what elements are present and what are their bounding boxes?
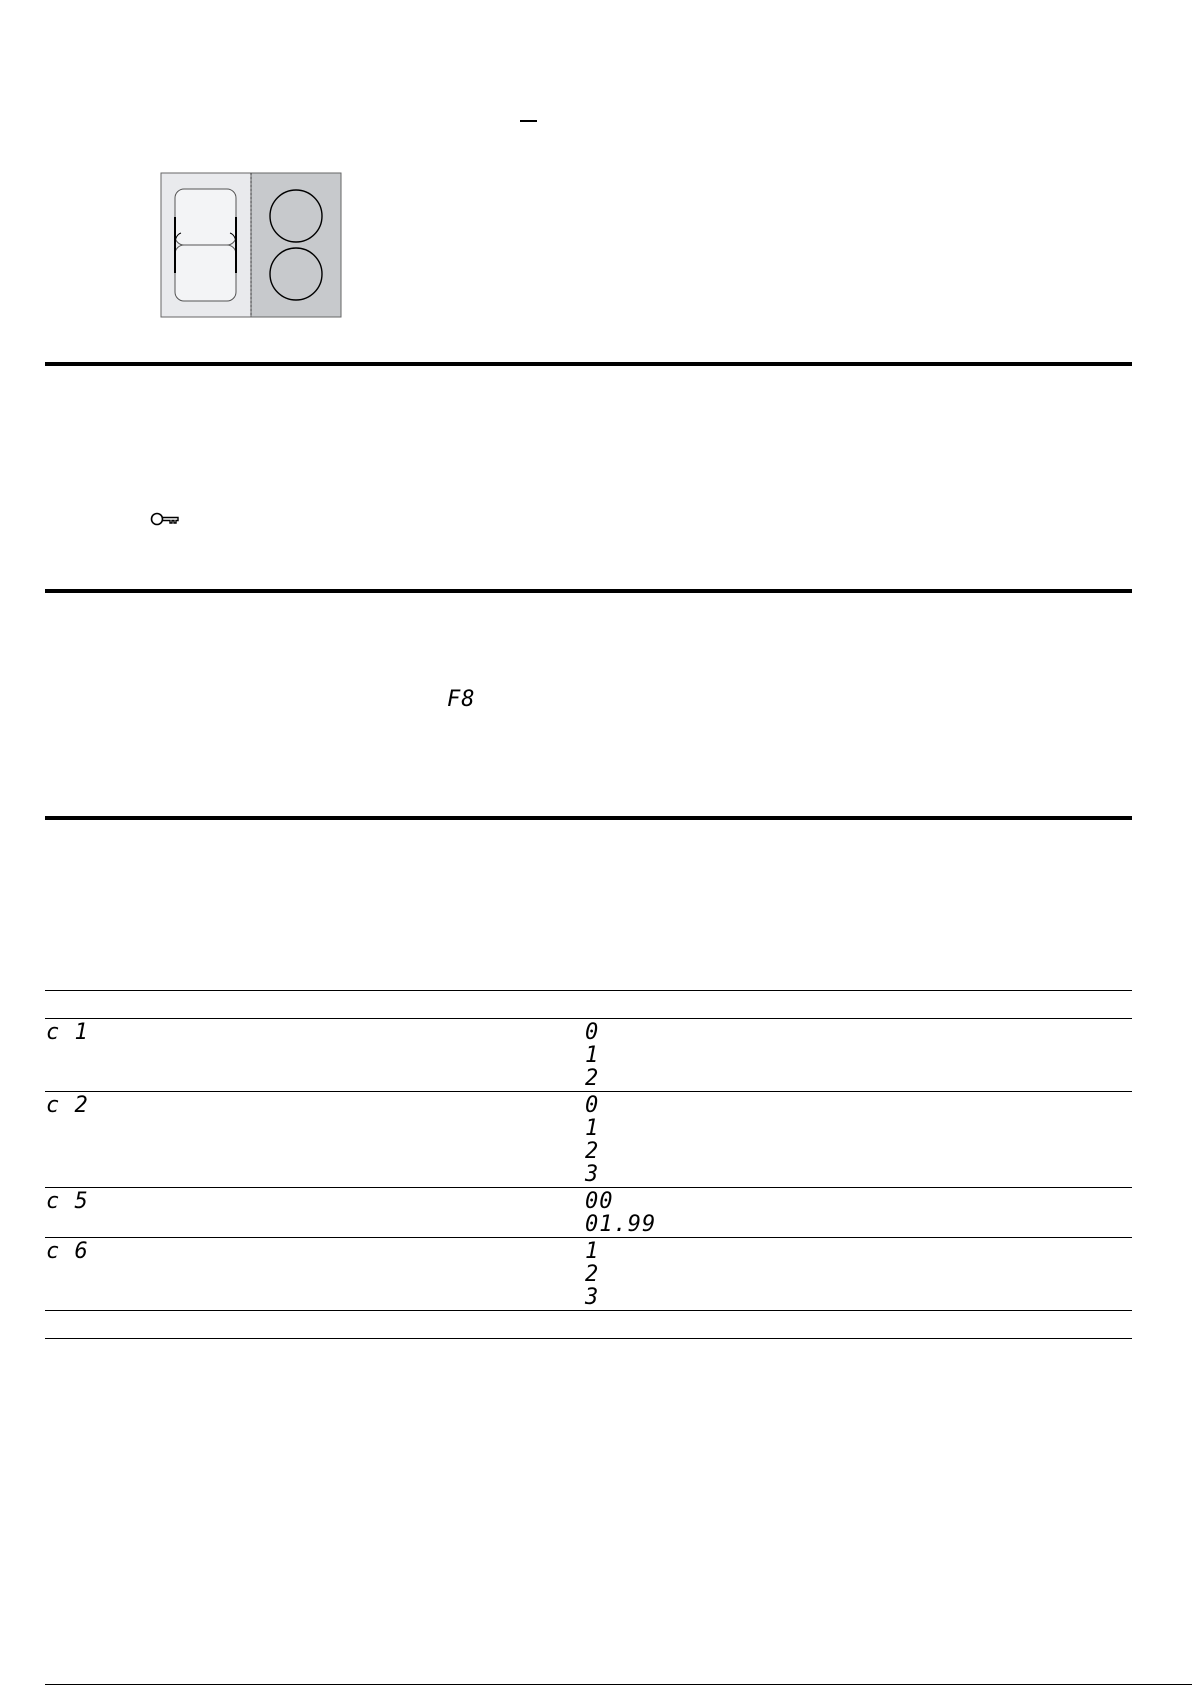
setting-value: 1 xyxy=(585,1116,600,1141)
setting-code: c 2 xyxy=(46,1093,89,1118)
key-icon xyxy=(150,511,180,527)
section-divider xyxy=(45,816,1132,820)
table-rule xyxy=(45,1018,1132,1019)
setting-code: c 5 xyxy=(46,1189,89,1214)
setting-value: 2 xyxy=(585,1066,600,1091)
setting-code: c 6 xyxy=(46,1239,89,1264)
setting-value: 01.99 xyxy=(585,1212,657,1237)
table-rule xyxy=(45,1310,1132,1311)
setting-value: 2 xyxy=(585,1262,600,1287)
error-code-display: F8 xyxy=(447,687,476,712)
table-rule xyxy=(45,990,1132,991)
table-rule xyxy=(45,1338,1132,1339)
setting-value: 0 xyxy=(585,1020,600,1045)
setting-code: c 1 xyxy=(46,1020,89,1045)
table-rule xyxy=(45,1187,1132,1188)
setting-value: 1 xyxy=(585,1239,600,1264)
dash-symbol xyxy=(520,120,537,122)
setting-value: 1 xyxy=(585,1043,600,1068)
section-divider xyxy=(45,589,1132,593)
table-rule xyxy=(45,1237,1132,1238)
section-divider xyxy=(45,362,1132,366)
setting-value: 0 xyxy=(585,1093,600,1118)
setting-value: 3 xyxy=(585,1285,600,1310)
setting-value: 00 xyxy=(585,1189,614,1214)
setting-value: 3 xyxy=(585,1162,600,1187)
table-rule xyxy=(45,1091,1132,1092)
hob-diagram-icon xyxy=(160,172,342,318)
setting-value: 2 xyxy=(585,1139,600,1164)
